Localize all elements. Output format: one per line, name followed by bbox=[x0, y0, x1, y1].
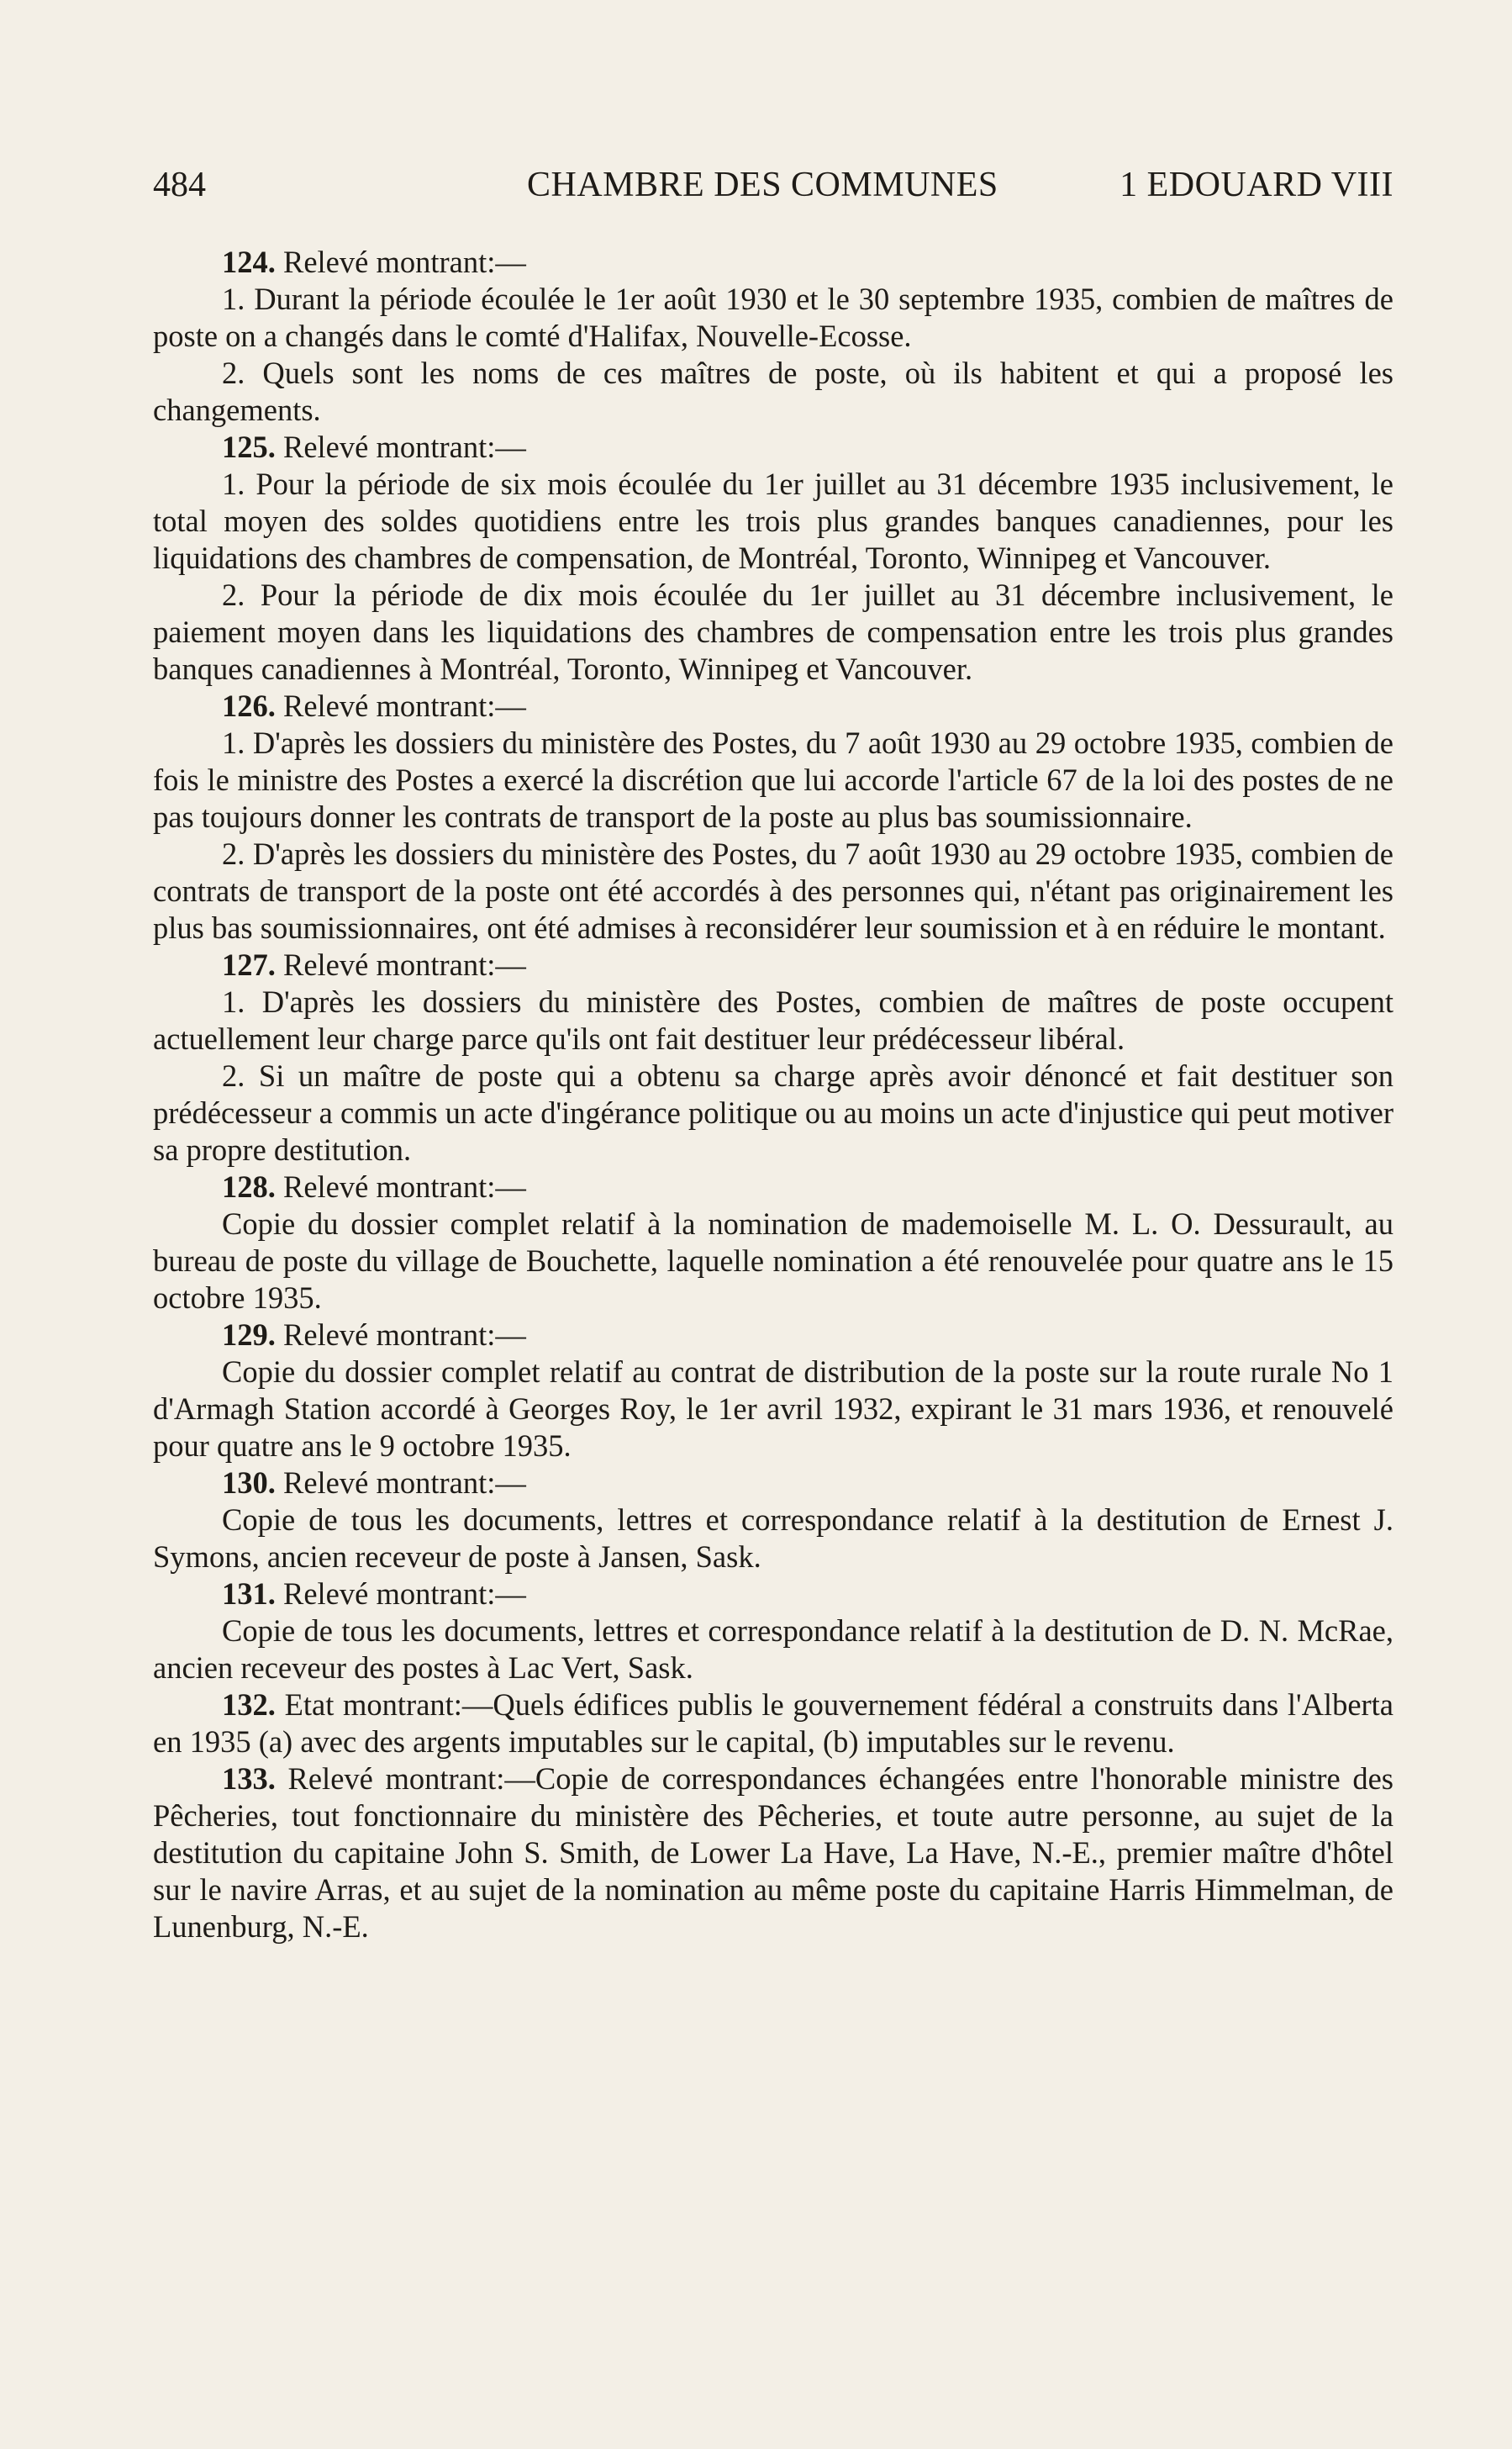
entry-heading-text: Relevé montrant:— bbox=[283, 947, 526, 982]
entry-paragraph: 1. D'après les dossiers du ministère des Postes, du 7 août 1930 au 29 octobre 1935, combien de fois le ministre des Postes a exercé la discrétion que lui accorde l'article 67 de la loi des postes de ne pas toujours donner les contrats de transport de la poste au plus bas soumissionnaire. bbox=[153, 726, 1393, 834]
entry-heading-text: Relevé montrant:— bbox=[283, 245, 526, 279]
entry-heading-text: Relevé montrant:— bbox=[283, 1465, 526, 1500]
entry-number: 124. bbox=[222, 245, 276, 279]
entry-number: 128. bbox=[222, 1169, 276, 1204]
question-entry bbox=[153, 688, 1393, 947]
entry-heading bbox=[153, 1686, 1393, 1760]
entry-heading-text: Relevé montrant:— bbox=[283, 1576, 526, 1611]
entry-heading bbox=[153, 1760, 1393, 1945]
entry-paragraph: 2. Si un maître de poste qui a obtenu sa charge après avoir dénoncé et fait destituer son prédécesseur a commis un acte d'ingérance politique ou au moins un acte d'injustice qui peut motiver sa propre destitution. bbox=[153, 1058, 1393, 1167]
entry-paragraph: Copie de tous les documents, lettres et correspondance relatif à la destitution de D. N. McRae, ancien receveur des postes à Lac Vert, Sask. bbox=[153, 1613, 1393, 1685]
page-number: 484 bbox=[153, 166, 206, 204]
entry-number: 126. bbox=[222, 689, 276, 723]
question-entry bbox=[153, 1169, 1393, 1317]
question-entry bbox=[153, 1465, 1393, 1575]
entry-heading bbox=[153, 1169, 1393, 1206]
entry-paragraph: 2. Pour la période de dix mois écoulée du 1er juillet au 31 décembre inclusivement, le paiement moyen dans les liquidations des chambres de compensation entre les trois plus grandes banques canadiennes à Montréal, Toronto, Winnipeg et Vancouver. bbox=[153, 578, 1393, 686]
question-entry bbox=[153, 244, 1393, 429]
question-entry bbox=[153, 1317, 1393, 1465]
entry-heading bbox=[153, 1317, 1393, 1354]
question-entry bbox=[153, 1686, 1393, 1760]
entry-paragraph: Copie du dossier complet relatif au contrat de distribution de la poste sur la route rurale No 1 d'Armagh Station accordé à Georges Roy, le 1er avril 1932, expirant le 31 mars 1936, et renouvelé pour quatre ans le 9 octobre 1935. bbox=[153, 1354, 1393, 1463]
running-header bbox=[153, 164, 1393, 206]
entry-heading bbox=[153, 1465, 1393, 1502]
entry-heading bbox=[153, 688, 1393, 725]
entry-number: 125. bbox=[222, 430, 276, 464]
entry-paragraph: 1. Durant la période écoulée le 1er août 1930 et le 30 septembre 1935, combien de maîtres de poste on a changés dans le comté d'Halifax, Nouvelle-Ecosse. bbox=[153, 282, 1393, 353]
entry-heading bbox=[153, 429, 1393, 466]
entry-heading-text: Relevé montrant:—Copie de correspondances échangées entre l'honorable ministre des Pêcheries, tout fonctionnaire du ministère des Pêcheries, et toute autre personne, au sujet de la destitution du capitaine John S. Smith, de Lower La Have, La Have, N.-E., premier maître d'hôtel sur le navire Arras, et au sujet de la nomination au même poste du capitaine Harris Himmelman, de Lunenburg, N.-E. bbox=[153, 1761, 1394, 1944]
entry-paragraph: 1. D'après les dossiers du ministère des Postes, combien de maîtres de poste occupent actuellement leur charge parce qu'ils ont fait destituer leur prédécesseur libéral. bbox=[153, 984, 1393, 1056]
entry-number: 131. bbox=[222, 1576, 276, 1611]
journal-title: CHAMBRE DES COMMUNES bbox=[527, 166, 998, 204]
entry-heading-text: Relevé montrant:— bbox=[283, 1317, 526, 1352]
question-entry bbox=[153, 1760, 1393, 1945]
question-entry bbox=[153, 1575, 1393, 1686]
entry-number: 132. bbox=[222, 1687, 276, 1722]
entry-heading-text: Relevé montrant:— bbox=[283, 1169, 526, 1204]
question-entry bbox=[153, 429, 1393, 688]
session-label: 1 EDOUARD VIII bbox=[1120, 166, 1393, 204]
entry-heading-text: Relevé montrant:— bbox=[283, 430, 526, 464]
entry-heading-text: Relevé montrant:— bbox=[283, 689, 526, 723]
entry-paragraph: Copie du dossier complet relatif à la nomination de mademoiselle M. L. O. Dessurault, au bureau de poste du village de Bouchette, laquelle nomination a été renouvelée pour quatre ans le 15 octobre 1935. bbox=[153, 1206, 1393, 1315]
entry-heading bbox=[153, 1575, 1393, 1612]
entry-paragraph: 2. D'après les dossiers du ministère des Postes, du 7 août 1930 au 29 octobre 1935, combien de contrats de transport de la poste ont été accordés à des personnes qui, n'étant pas originairement les plus bas soumissionnaires, ont été admises à reconsidérer leur soumission et à en réduire le montant. bbox=[153, 837, 1393, 945]
document-body bbox=[153, 244, 1393, 1945]
entry-heading bbox=[153, 947, 1393, 984]
entry-number: 133. bbox=[222, 1761, 276, 1796]
entry-paragraph: 2. Quels sont les noms de ces maîtres de poste, où ils habitent et qui a proposé les changements. bbox=[153, 356, 1393, 427]
entry-paragraph: Copie de tous les documents, lettres et correspondance relatif à la destitution de Ernest J. Symons, ancien receveur de poste à Jansen, Sask. bbox=[153, 1502, 1393, 1574]
question-entry bbox=[153, 947, 1393, 1169]
entry-paragraph: 1. Pour la période de six mois écoulée du 1er juillet au 31 décembre 1935 inclusivement, le total moyen des soldes quotidiens entre les trois plus grandes banques canadiennes, pour les liquidations des chambres de compensation, de Montréal, Toronto, Winnipeg et Vancouver. bbox=[153, 467, 1393, 575]
entry-heading-text: Etat montrant:—Quels édifices publis le gouvernement fédéral a construits dans l'Alberta en 1935 (a) avec des argents imputables sur le capital, (b) imputables sur le revenu. bbox=[153, 1687, 1394, 1759]
entry-heading bbox=[153, 244, 1393, 281]
entry-number: 130. bbox=[222, 1465, 276, 1500]
entry-number: 129. bbox=[222, 1317, 276, 1352]
entry-number: 127. bbox=[222, 947, 276, 982]
